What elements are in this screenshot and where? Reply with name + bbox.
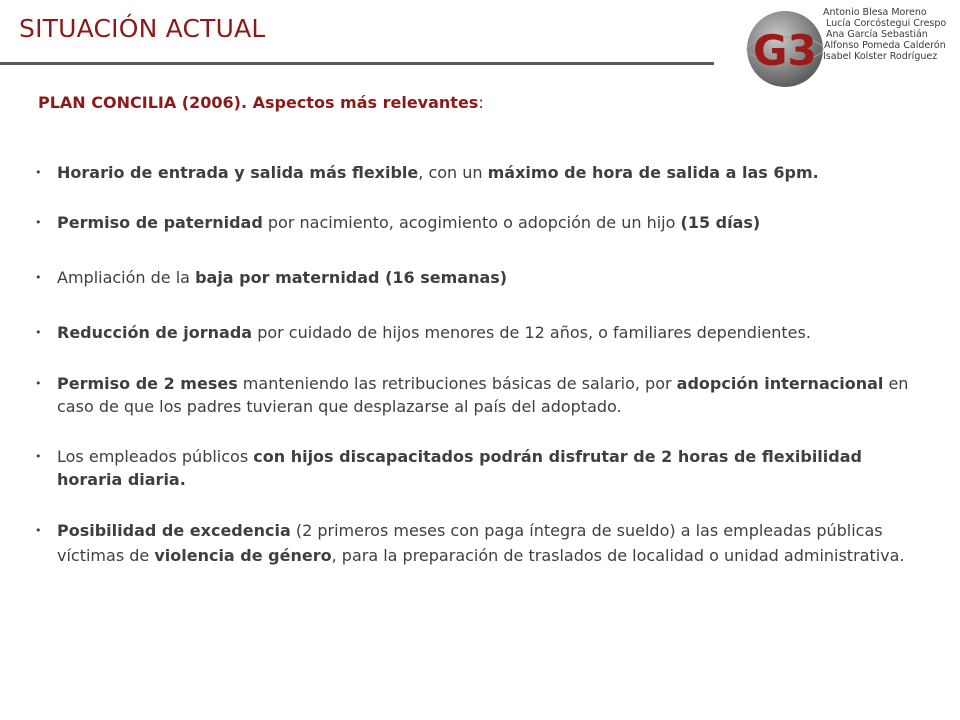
subtitle-colon: :	[478, 93, 484, 112]
author-name: Alfonso Pomeda Calderón	[824, 40, 946, 51]
bullet-icon: •	[35, 377, 42, 390]
list-item: • Posibilidad de excedencia (2 primeros meses con paga íntegra de sueldo) a las empleadas públicas víctimas de violencia de género, para la preparación de traslados de localidad o unidad administrativa.	[33, 518, 923, 568]
author-name: Antonio Blesa Moreno	[823, 7, 927, 18]
bullet-list	[33, 161, 923, 568]
g3-sphere-icon	[745, 5, 825, 95]
bullet-icon: •	[35, 271, 42, 284]
bullet-icon: •	[35, 524, 42, 537]
list-item: • Permiso de 2 meses manteniendo las retribuciones básicas de salario, por adopción internacional en caso de que los padres tuvieran que desplazarse al país del adoptado.	[35, 374, 909, 416]
title-underline	[0, 62, 714, 65]
bullet-icon: •	[35, 450, 42, 463]
g3-logo	[745, 5, 955, 100]
author-list	[823, 7, 946, 62]
list-item: • Los empleados públicos con hijos discapacitados podrán disfrutar de 2 horas de flexibilidad horaria diaria.	[35, 447, 862, 489]
list-item: • Permiso de paternidad por nacimiento, acogimiento o adopción de un hijo (15 días)	[35, 213, 761, 232]
section-subtitle	[38, 93, 484, 112]
author-name: Isabel Kolster Rodríguez	[823, 51, 938, 62]
subtitle-text: PLAN CONCILIA (2006). Aspectos más relevantes	[38, 93, 479, 112]
bullet-icon: •	[35, 326, 42, 339]
author-name: Lucía Corcóstegui Crespo	[826, 18, 947, 29]
list-item: • Reducción de jornada por cuidado de hijos menores de 12 años, o familiares dependientes.	[35, 323, 811, 342]
slide-title: SITUACIÓN ACTUAL	[19, 14, 266, 43]
bullet-icon: •	[35, 216, 42, 229]
author-name: Ana García Sebastián	[826, 29, 928, 40]
list-item: • Horario de entrada y salida más flexible, con un máximo de hora de salida a las 6pm.	[35, 163, 819, 182]
list-item: • Ampliación de la baja por maternidad (16 semanas)	[35, 268, 508, 287]
bullet-icon: •	[35, 166, 42, 179]
g3-logo-letters: G3	[753, 26, 817, 75]
